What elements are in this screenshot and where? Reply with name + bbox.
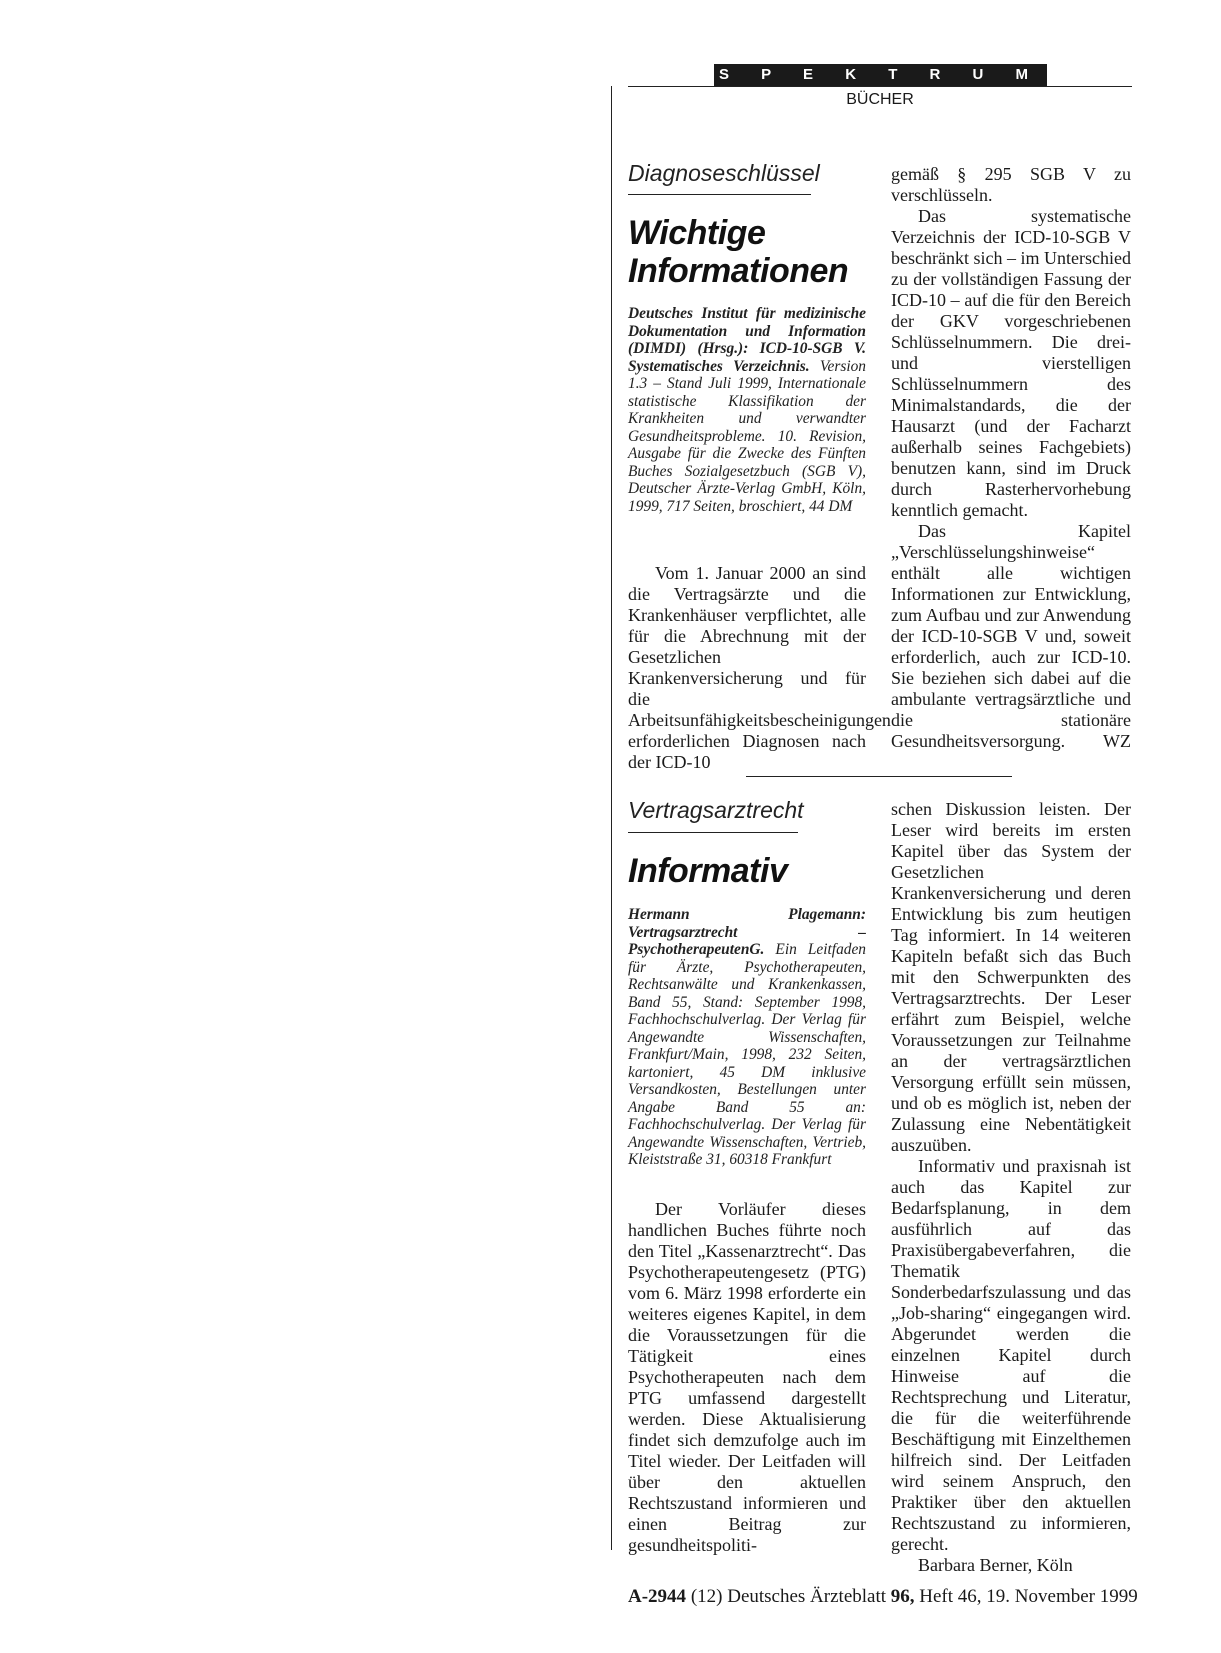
- article1-headline: [628, 214, 848, 290]
- article2-headline: Informativ: [628, 852, 788, 890]
- article1-headline-line1: Wichtige: [628, 214, 766, 252]
- article1-kicker-rule: [628, 194, 811, 195]
- article2-author: Barbara Berner, Köln: [918, 1555, 1073, 1575]
- header-rule: [628, 86, 1132, 87]
- article1-biblio-title: Deutsches Institut für medizinische Dokumentation und Information (DIMDI) (Hrsg.): ICD-10-SGB V. Systematisches Verzeichnis.: [628, 305, 866, 375]
- subsection-label: BÜCHER: [846, 91, 914, 108]
- article1-column-1: [628, 563, 891, 773]
- article2-column-2: [891, 799, 1131, 1576]
- article2-kicker: Vertragsarztrecht: [628, 797, 804, 823]
- article1-bibliography: [628, 305, 866, 515]
- article1-col2-text: Das Kapitel „Verschlüsselungshinweise“ enthält alle wichtigen Informationen zur Entwicklung, zum Aufbau und zur Anwendung der ICD-10-SGB V und, soweit erforderlich, auch zur ICD-10. Sie beziehen sich dabei auf die ambulante vertragsärztliche und die stationäre Gesundheitsversorgung.: [891, 521, 1131, 751]
- article1-col2-paragraph-1: Das systematische Verzeichnis der ICD-10-SGB V beschränkt sich – im Unterschied zu der vollständigen Fassung der ICD-10 – auf die für den Bereich der GKV vorgeschriebenen Schlüsselnummern. Die drei- und vierstelligen Schlüsselnummern des Minimalstandards, die der Hausarzt (und der Facharzt außerhalb seines Fachgebiets) benutzen kann, sind im Druck durch Rasterhervorhebung kenntlich gemacht.: [891, 206, 1131, 520]
- section-banner: S P E K T R U M: [714, 64, 1047, 86]
- article2-biblio-details: Ein Leitfaden für Ärzte, Psychotherapeuten, Rechtsanwälte und Krankenkassen, Band 55, Stand: September 1998, Fachhochschulverlag. Der Verlag für Angewandte Wissenschaften, Frankfurt/Main, 1998, 232 Seiten, kartoniert, 45 DM inklusive Versandkosten, Bestellungen unter Angabe Band 55 an: Fachhochschulverlag. Der Verlag für Angewandte Wissenschaften, Vertrieb, Kleiststraße 31, 60318 Frankfurt: [628, 941, 866, 1168]
- article1-biblio-details: Version 1.3 – Stand Juli 1999, Internationale statistische Klassifikation der Krankheiten und verwandter Gesundheitsprobleme. 10. Revision, Ausgabe für die Zwecke des Fünften Buches Sozialgesetzbuch (SGB V), Deutscher Ärzte-Verlag GmbH, Köln, 1999, 717 Seiten, broschiert, 44 DM: [628, 357, 866, 515]
- article2-col1-paragraph: Der Vorläufer dieses handlichen Buches führte noch den Titel „Kassenarztrecht“. Das Psychotherapeutengesetz (PTG) vom 6. März 1998 erforderte ein weiteres eigenes Kapitel, in dem die Voraussetzungen für die Tätigkeit eines Psychotherapeuten nach dem PTG umfassend dargestellt werden. Diese Aktualisierung findet sich demzufolge auch im Titel wieder. Der Leitfaden will über den aktuellen Rechtszustand informieren und einen Beitrag zur gesundheitspoliti-: [628, 1199, 866, 1555]
- article2-col2-paragraph-0: schen Diskussion leisten. Der Leser wird bereits im ersten Kapitel über das System der Gesetzlichen Krankenversicherung und deren Entwicklung bis zum heutigen Tag informiert. In 14 weiteren Kapiteln befaßt sich das Buch mit den Schwerpunkten des Vertragsarztrechts. Der Leser erfährt zum Beispiel, welche Voraussetzungen zur Teilnahme an der vertragsärztlichen Versorgung erfüllt sein müssen, und ob es möglich ist, neben der Zulassung eine Nebentätigkeit auszuüben.: [891, 799, 1131, 1155]
- article2-kicker-rule: [628, 832, 798, 833]
- footer-volume: 96,: [890, 1586, 915, 1607]
- page-footer: [628, 1586, 1138, 1608]
- column-rule: [611, 86, 612, 1550]
- article2-bibliography: [628, 906, 866, 1169]
- article1-column-2: [891, 164, 1131, 752]
- article2-column-1: [628, 1199, 866, 1556]
- footer-journal: (12) Deutsches Ärzteblatt: [690, 1586, 887, 1607]
- article1-col2-paragraph-2: [891, 521, 1131, 752]
- article2-biblio-title: Hermann Plagemann: Vertragsarztrecht – PsychotherapeutenG.: [628, 906, 866, 958]
- article2-col2-paragraph-1: Informativ und praxisnah ist auch das Kapitel zur Bedarfsplanung, in dem ausführlich auf das Praxisübergabeverfahren, die Thematik Sonderbedarfszulassung und das „Job-sharing“ eingegangen wird. Abgerundet werden die einzelnen Kapitel durch Hinweise auf die Rechtsprechung und Literatur, die für die weiterführende Beschäftigung mit Einzelthemen hilfreich sind. Der Leitfaden wird seinem Anspruch, den Praktiker über den aktuellen Rechtszustand zu informieren, gerecht.: [891, 1156, 1131, 1554]
- footer-page-code: A-2944: [628, 1586, 687, 1607]
- article-separator: [746, 776, 1012, 777]
- article1-col2-paragraph-0: gemäß § 295 SGB V zu verschlüsseln.: [891, 164, 1131, 205]
- article1-kicker: Diagnoseschlüssel: [628, 160, 820, 186]
- footer-issue: Heft 46, 19. November 1999: [919, 1586, 1138, 1607]
- article1-author: WZ: [1103, 731, 1131, 751]
- article1-col1-paragraph: Vom 1. Januar 2000 an sind die Vertragsärzte und die Krankenhäuser verpflichtet, alle für die Abrechnung mit der Gesetzlichen Krankenversicherung und für die Arbeitsunfähigkeitsbescheinigungen erforderlichen Diagnosen nach der ICD-10: [628, 563, 891, 772]
- article1-headline-line2: Informationen: [628, 252, 849, 290]
